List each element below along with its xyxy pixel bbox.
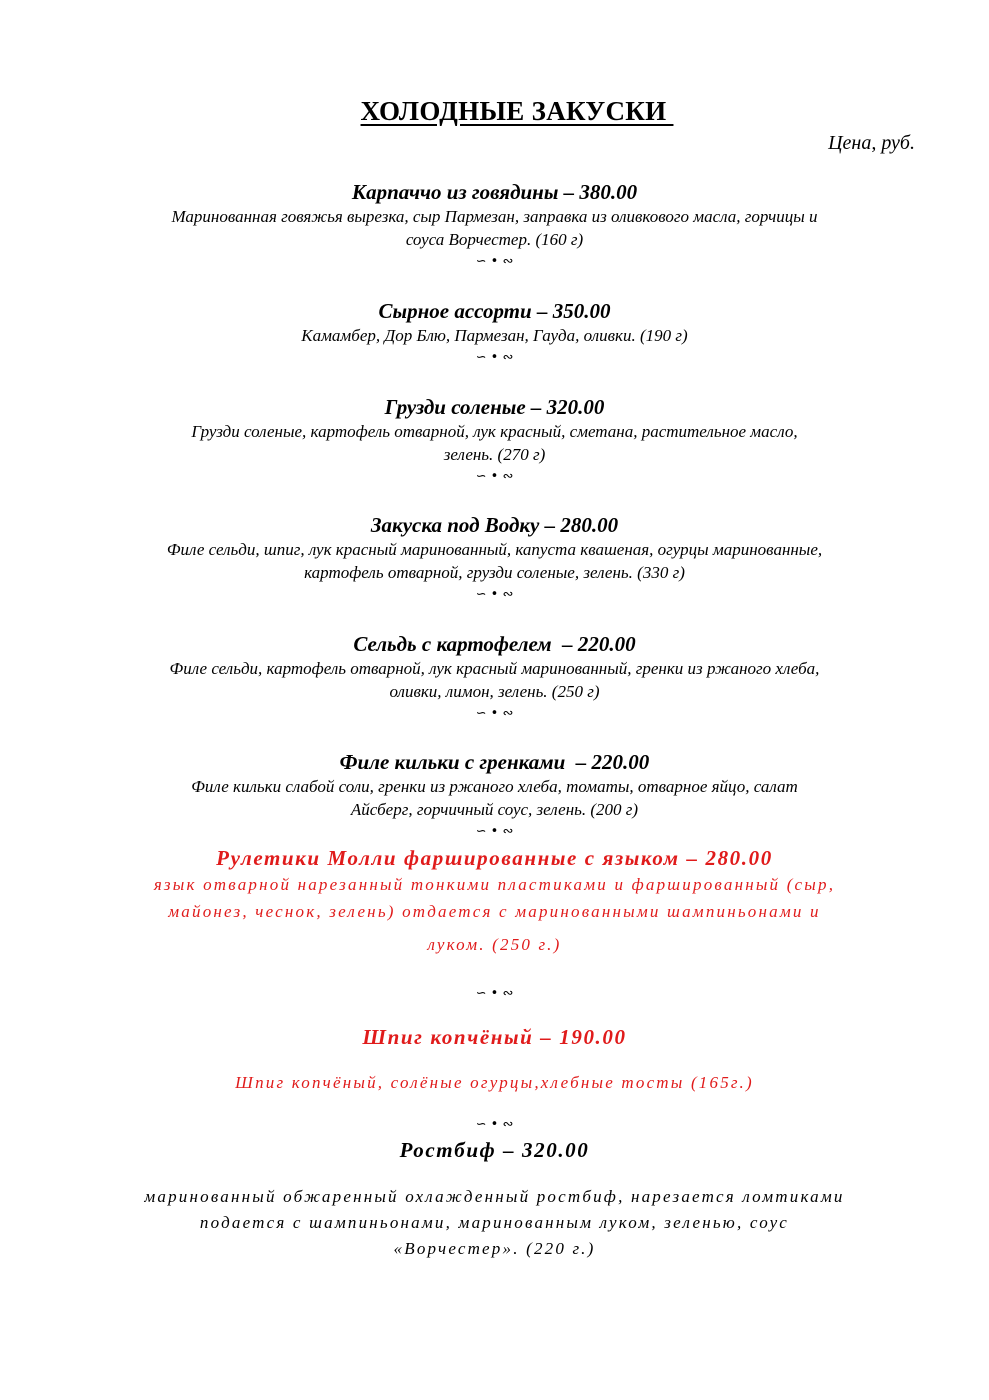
item-description-line: зелень. (270 г) [443,445,546,464]
menu-item-smoked-lard-description [0,1071,989,1094]
item-description-line: Филе сельди, шпиг, лук красный маринованный, капуста квашеная, огурцы маринованные, [166,540,823,559]
menu-item-gruzdi [0,394,989,488]
item-description-line: Маринованная говяжья вырезка, сыр Пармезан, заправка из оливкового масла, горчицы и [171,207,818,226]
menu-item-cheese-assorti [0,298,989,369]
ornament-divider-row [0,983,989,1005]
ornament-divider-icon: ∽ • ∾ [475,254,514,269]
menu-item-smoked-lard [0,1024,989,1050]
item-name: Грузди соленые – 320.00 [384,395,605,419]
item-description-line: Камамбер, Дор Блю, Пармезан, Гауда, оливки. (190 г) [301,326,688,345]
menu-item-roastbeef [0,1137,989,1163]
price-column-header: Цена, руб. [828,132,915,154]
menu-item-sprat [0,749,989,843]
page-title: ХОЛОДНЫЕ ЗАКУСКИ [360,96,674,126]
item-description-line: картофель отварной, грузди соленые, зелень. (330 г) [304,563,685,582]
menu-item-herring [0,631,989,725]
ornament-divider-icon: ∽ • ∾ [475,469,514,484]
item-description-line: оливки, лимон, зелень. (250 г) [389,682,600,701]
item-description-line: соуса Ворчестер. (160 г) [405,230,584,249]
menu-item-carpaccio [0,179,989,273]
ornament-divider-icon: ∽ • ∾ [475,824,514,839]
ornament-divider-row [0,1114,989,1136]
ornament-divider-icon: ∽ • ∾ [475,706,514,721]
item-name: Закуска под Водку – 280.00 [370,513,619,537]
item-name: Филе кильки с гренками – 220.00 [339,750,650,774]
item-description-line: язык отварной нарезанный тонкими пластиками и фаршированный (сыр, [153,875,836,894]
item-name: Ростбиф – 320.00 [399,1138,590,1162]
ornament-divider-icon: ∽ • ∾ [475,350,514,365]
item-name: Сельдь с картофелем – 220.00 [353,632,636,656]
item-description-line: луком. (250 г.) [427,935,562,954]
item-name: Карпаччо из говядины – 380.00 [351,180,638,204]
item-description-line: Айсберг, горчичный соус, зелень. (200 г) [350,800,639,819]
item-description-line: Филе сельди, картофель отварной, лук красный маринованный, гренки из ржаного хлеба, [169,659,820,678]
menu-item-roastbeef-description [0,1184,989,1262]
item-description-line: Филе кильки слабой соли, гренки из ржаного хлеба, томаты, отварное яйцо, салат [191,777,798,796]
ornament-divider-icon: ∽ • ∾ [475,986,514,1001]
item-name: Сырное ассорти – 350.00 [378,299,611,323]
item-description-line: Шпиг копчёный, солёные огурцы,хлебные тосты (165г.) [235,1073,754,1092]
item-description-line: майонез, чеснок, зелень) отдается с маринованными шампиньонами и [168,902,821,921]
item-name: Рулетики Молли фаршированные с языком – 280.00 [216,846,773,870]
menu-item-molly-rolls [0,845,989,958]
item-description-line: Грузди соленые, картофель отварной, лук красный, сметана, растительное масло, [191,422,798,441]
item-description-line: маринованный обжаренный охлажденный ростбиф, нарезается ломтиками [144,1187,845,1206]
ornament-divider-icon: ∽ • ∾ [475,1117,514,1132]
ornament-divider-icon: ∽ • ∾ [475,587,514,602]
item-description-line: подается с шампиньонами, маринованным луком, зеленью, соус [199,1213,790,1232]
menu-item-vodka-snack [0,512,989,606]
item-description-line: «Ворчестер». (220 г.) [393,1239,596,1258]
item-name: Шпиг копчёный – 190.00 [362,1025,627,1049]
